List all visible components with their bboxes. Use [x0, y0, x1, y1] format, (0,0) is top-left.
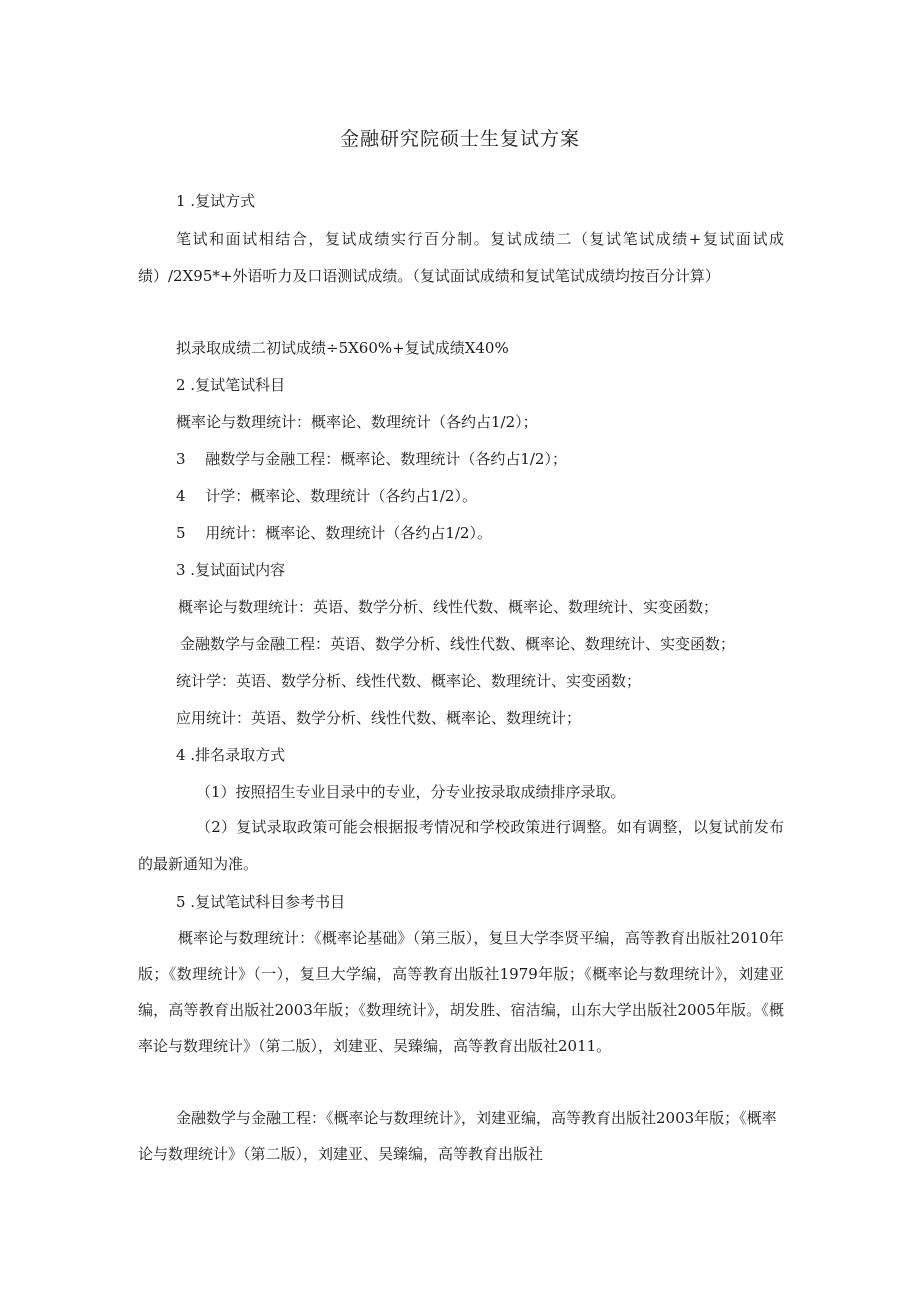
section-4-item: （1）按照招生专业目录中的专业，分专业按录取成绩排序录取。 — [196, 783, 626, 801]
section-2-item: 5 用统计：概率论、数理统计（各约占1/2）。 — [176, 524, 492, 542]
section-1-heading: 1 .复试方式 — [176, 192, 256, 210]
section-3-item: 金融数学与金融工程：英语、数学分析、线性代数、概率论、数理统计、实变函数； — [180, 635, 736, 653]
section-1-formula: 拟录取成绩二初试成绩÷5X60%+复试成绩X40% — [176, 339, 509, 357]
section-3-heading: 3 .复试面试内容 — [176, 561, 286, 579]
section-4-heading: 4 .排名录取方式 — [176, 746, 286, 764]
section-2-heading: 2 .复试笔试科目 — [176, 376, 286, 394]
section-3-item: 应用统计：英语、数学分析、线性代数、概率论、数理统计； — [176, 709, 582, 727]
section-2-item: 4 计学：概率论、数理统计（各约占1/2）。 — [176, 487, 477, 505]
section-5-paragraph: 金融数学与金融工程：《概率论与数理统计》，刘建亚编，高等教育出版社2003年版；《概率论与数理统计》（第二版），刘建亚、吴臻编，高等教育出版社 — [138, 1109, 777, 1163]
page-title: 金融研究院硕士生复试方案 — [339, 128, 580, 150]
section-5-heading: 5 .复试笔试科目参考书目 — [176, 893, 346, 911]
section-3-item: 统计学：英语、数学分析、线性代数、概率论、数理统计、实变函数； — [176, 672, 642, 690]
section-4-item: （2）复试录取政策可能会根据报考情况和学校政策进行调整。如有调整，以复试前发布的最新通知为准。 — [138, 818, 784, 873]
section-3-item: 概率论与数理统计：英语、数学分析、线性代数、概率论、数理统计、实变函数； — [178, 598, 719, 616]
section-2-item: 3 融数学与金融工程：概率论、数理统计（各约占1/2）； — [176, 450, 567, 468]
section-2-item: 概率论与数理统计：概率论、数理统计（各约占1/2）； — [176, 413, 538, 431]
section-1-paragraph: 笔试和面试相结合，复试成绩实行百分制。复试成绩二（复试笔试成绩+复试面试成绩）/2X95*+外语听力及口语测试成绩。（复试面试成绩和复试笔试成绩均按百分计算） — [138, 230, 784, 285]
section-5-paragraph: 概率论与数理统计：《概率论基础》（第三版），复旦大学李贤平编，高等教育出版社2010年版；《数理统计》（一），复旦大学编，高等教育出版社1979年版；《概率论与数理统计》，刘建亚编，高等教育出版社2003年版；《数理统计》，胡发胜、宿洁编，山东大学出版社2005年版。《概率论与数理统计》（第二版），刘建亚、吴臻编，高等教育出版社2011。 — [138, 929, 784, 1055]
